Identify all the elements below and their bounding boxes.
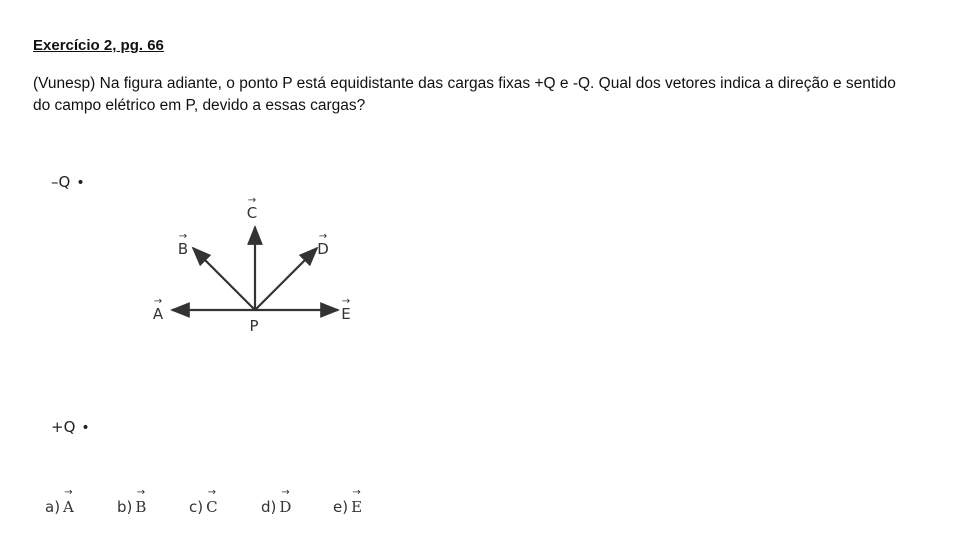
point-p-label: P [249, 317, 259, 335]
vector-b-label: B [177, 240, 189, 258]
vector-c-arrow-mark: → [247, 195, 257, 206]
option-a[interactable] [45, 498, 117, 516]
exercise-title: Exercício 2, pg. 66 [33, 37, 164, 54]
positive-charge-label: +Q [51, 418, 76, 436]
vector-c-label: C [246, 204, 258, 222]
option-a-vector: → A [63, 498, 74, 516]
vector-a-label: A [152, 305, 164, 323]
option-e-letter: e) [333, 498, 349, 516]
vector-b-arrow [193, 248, 255, 310]
vector-b-arrow-mark: → [178, 231, 188, 242]
option-c[interactable] [189, 498, 261, 516]
vector-d-arrow-mark: → [318, 231, 328, 242]
option-b-letter: b) [117, 498, 133, 516]
option-a-letter: a) [45, 498, 61, 516]
question-text: (Vunesp) Na figura adiante, o ponto P está equidistante das cargas fixas +Q e -Q. Qual dos vetores indica a direção e sentido do campo elétrico em P, devido a essas cargas? [33, 75, 896, 114]
answer-options [45, 498, 405, 516]
option-c-vector: → C [206, 498, 217, 516]
option-b[interactable] [117, 498, 189, 516]
option-c-letter: c) [189, 498, 204, 516]
positive-charge-dot: • [81, 420, 90, 436]
negative-charge-label: –Q [51, 173, 71, 191]
option-d-vector: → D [279, 498, 291, 516]
vector-a-arrow-mark: → [153, 296, 163, 307]
vector-d-label: D [317, 240, 329, 258]
vector-d-arrow [255, 248, 317, 310]
vector-e-label: E [341, 305, 351, 323]
option-e-vector: → E [351, 498, 362, 516]
option-b-vector: → B [135, 498, 146, 516]
option-d-letter: d) [261, 498, 277, 516]
option-e[interactable] [333, 498, 405, 516]
vector-e-arrow-mark: → [341, 296, 351, 307]
option-d[interactable] [261, 498, 333, 516]
negative-charge-dot: • [76, 175, 85, 191]
